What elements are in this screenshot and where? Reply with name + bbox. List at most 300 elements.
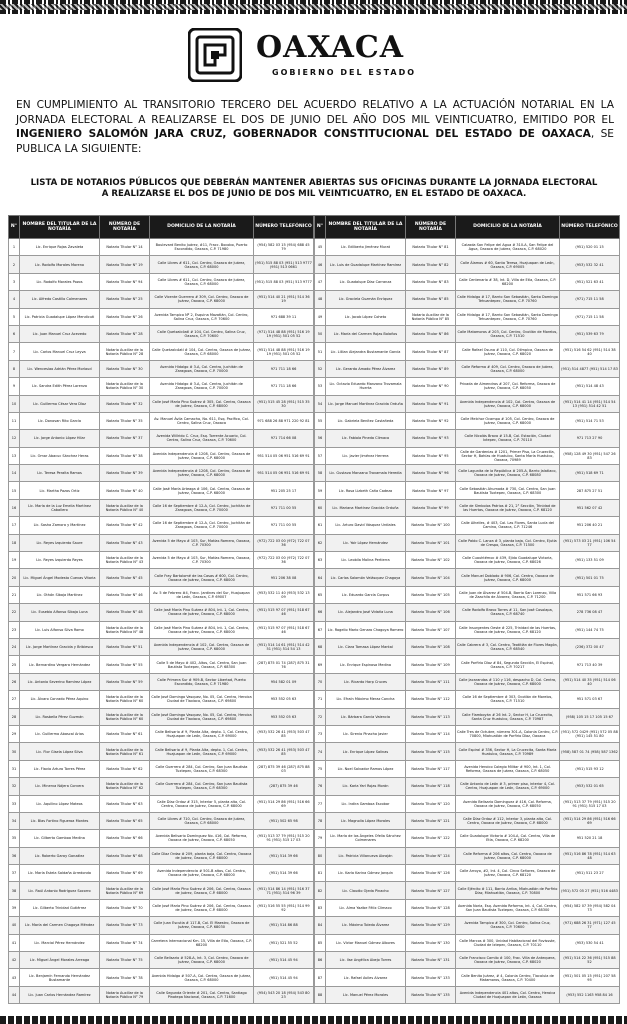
table-row	[315, 708, 620, 725]
cell-address: Calle Reforma # 206 altos, Col. Centro, Oaxaca de Juárez, Oaxaca, C.P. 68000	[456, 847, 560, 864]
cell-address: Calle Álamos # 60, Santa Teresa, Huajuapan de León, Oaxaca, C.P. 69005	[456, 256, 560, 273]
cell-notary-number: Notario Titular N° 95	[406, 447, 456, 464]
cell-address: Avenida Belisario Domínguez No. 416, Col. Reforma, Oaxaca de Juárez, Oaxaca, C.P. 68050	[150, 830, 254, 847]
cell-notary-number: Notario Titular N° 45	[100, 569, 150, 586]
cell-name: Lic. Alejandro José Vidaña Luna	[326, 604, 406, 621]
cell-number: 24	[9, 638, 20, 655]
table-row	[315, 395, 620, 412]
cell-number: 58	[315, 465, 326, 482]
table-row	[9, 952, 314, 969]
table-row	[9, 778, 314, 795]
header-notary-number: NÚMERO DE NOTARÍA	[100, 216, 150, 239]
cell-notary-number: Notario Titular N° 39	[100, 465, 150, 482]
cell-notary-number: Notario Titular N° 120	[406, 795, 456, 812]
cell-name: Lic. Enrique Espinosa Medina	[326, 656, 406, 673]
cell-number: 88	[315, 986, 326, 1003]
cell-name: Lic. Alfredo Castillo Colmenares	[20, 291, 100, 308]
cell-address: Avenida Independencia # 102, Col. Centro, Oaxaca de Juárez, Oaxaca, C.P. 68000	[456, 395, 560, 412]
table-row	[9, 430, 314, 447]
cell-phone: 951 562 07 42	[560, 499, 620, 516]
cell-phone: (953) 530 54 41	[560, 934, 620, 951]
cell-notary-number: Notario Titular N° 117	[406, 760, 456, 777]
cell-number: 74	[315, 743, 326, 760]
cell-address: Carretera Internacional Km. 15, Villa de Etla, Oaxaca, C.P. 68200	[150, 934, 254, 951]
cell-address: Calle Rafael Osuna # 110, Col. Olímpica, Oaxaca de Juárez, Oaxaca, C.P. 68020	[456, 343, 560, 360]
table-row	[9, 395, 314, 412]
cell-name: Lic. María de los Ángeles Ofelia Sánchez Colmenares	[326, 830, 406, 847]
table-row	[315, 239, 620, 256]
cell-address: Calle 16 de Septiembre # 12-A, Col. Centro, Juchitán de Zaragoza, Oaxaca, C.P. 70000	[150, 517, 254, 534]
cell-notary-number: Notario Titular N° 82	[406, 256, 456, 273]
cell-address: Calle Espiral # 336, Sector H, La Crucecita, Santa María Huatulco, Oaxaca, C.P. 70989	[456, 743, 560, 760]
cell-phone: (951) 514 71 53	[560, 412, 620, 429]
cell-notary-number: Notario Titular N° 28	[100, 325, 150, 342]
cell-address: Avenida Independencia # 102, Col. Centro, Oaxaca de Juárez, Oaxaca, C.P. 68000	[150, 638, 254, 655]
cell-address: Calle Tres de Octubre, número 301-A, Colonia Centro, C.P. 70800, Miahuatlán de Porfirio Díaz, Oaxaca	[456, 725, 560, 742]
cell-address: Calle Rodolfo Bravo Torres # 11, San José Cosolapa, Oaxaca, C.P. 68740	[456, 604, 560, 621]
header-number: N°	[315, 216, 326, 239]
cell-name: Lic. Antonio Severino Ramírez López	[20, 673, 100, 690]
table-row	[315, 604, 620, 621]
cell-number: 81	[315, 865, 326, 882]
cell-phone: (951) 501 05 15 (951) 207 58 95	[560, 969, 620, 986]
cell-phone: (951) 515 97 07 (951) 518 67 46	[254, 604, 314, 621]
cell-notary-number: Notario Auxiliar de la Notaría Pública N° 48	[100, 621, 150, 638]
table-row	[9, 969, 314, 986]
cell-name: Lic. Máximo Toledo Álvarez	[326, 917, 406, 934]
cell-notary-number: Notario Titular N° 93	[406, 430, 456, 447]
cell-number: 66	[315, 604, 326, 621]
cell-address: Calle Díaz Ordaz # 209, planta baja, Col. Centro, Oaxaca de Juárez, Oaxaca, C.P. 68000	[150, 847, 254, 864]
cell-address: Avenida 5 de Mayo # 103, Sur, Matías Romero, Oaxaca, C.P. 70300	[150, 534, 254, 551]
cell-name: Lic. Miguel Ángel Modesto Cuevas Vitoria	[20, 569, 100, 586]
cell-phone: (951) 515 88 03 (951) 513 9777 (951) 513 0661	[254, 256, 314, 273]
cell-number: 19	[9, 552, 20, 569]
cell-name: Lic. Carlos Salomón Velásquez Chagoya	[326, 569, 406, 586]
table-row	[315, 934, 620, 951]
cell-address: Calle Fray Bartolomé de las Casas # 600, Col. Centro, Oaxaca de Juárez, Oaxaca, C.P. 68000	[150, 569, 254, 586]
cell-number: 57	[315, 447, 326, 464]
table-row	[315, 569, 620, 586]
table-row	[315, 917, 620, 934]
cell-name: Lic. Edilberto Jiménez Murat	[326, 239, 406, 256]
cell-name: Lic. Patricia Villanueva Abraján	[326, 847, 406, 864]
cell-notary-number: Notario Auxiliar de la Notaría Pública N° 60	[100, 691, 150, 708]
table-row	[315, 795, 620, 812]
table-row	[9, 656, 314, 673]
cell-address: Calle José María Pino Suárez # 804, Int. 1, Col. Centro, Oaxaca de Juárez, Oaxaca, C.P. 68000	[150, 604, 254, 621]
cell-notary-number: Notario Titular N° 46	[100, 586, 150, 603]
table-row	[9, 447, 314, 464]
notaries-table-right	[314, 215, 620, 1004]
intro-paragraph	[16, 98, 614, 156]
cell-phone: 971 711 18 66	[254, 360, 314, 377]
cell-number: 54	[315, 395, 326, 412]
cell-address: Calle Matamoros # 203, Col. Centro, Ocotlán de Morelos, Oaxaca, C.P. 71510	[456, 325, 560, 342]
cell-phone: (951) 539 63 79	[560, 325, 620, 342]
cell-number: 35	[9, 830, 20, 847]
cell-phone: (951) 514 39 66	[254, 847, 314, 864]
cell-phone: (951) 515 97 07 (951) 518 67 46	[254, 621, 314, 638]
cell-phone: (287) 875 39 46	[254, 778, 314, 795]
table-row	[9, 638, 314, 655]
cell-number: 41	[9, 934, 20, 951]
cell-number: 53	[315, 378, 326, 395]
cell-name: Lic. Reyes Izquierdo Saure	[20, 534, 100, 551]
cell-phone: (287) 875 39 46 (287) 875 88 03	[254, 760, 314, 777]
cell-name: Lic. Efraín Máximo Meraz Concha	[326, 691, 406, 708]
cell-number: 23	[9, 621, 20, 638]
table-row	[315, 865, 620, 882]
cell-phone: 953 552 05 63	[254, 691, 314, 708]
cell-name: Lic. Donovan Rito García	[20, 412, 100, 429]
cell-name: Lic. Rosa Lizbeth Caña Cadeza	[326, 482, 406, 499]
cell-name: Lic. Patricia Guadalupe López Mendicuti	[20, 308, 100, 325]
table-row	[315, 952, 620, 969]
cell-notary-number: Notario Titular N° 99	[406, 499, 456, 516]
cell-address: Calle Segunda Oriente # 201, Col. Centro, Santiago Pinotepa Nacional, Oaxaca, C.P. 71600	[150, 986, 254, 1003]
cell-phone: (951) 572 0429 (951) 572 05 88 (951) 145 51 80	[560, 725, 620, 742]
cell-number: 2	[9, 256, 20, 273]
table-row	[9, 273, 314, 290]
cell-name: Lic. Jacob López Coheto	[326, 308, 406, 325]
table-row	[9, 691, 314, 708]
cell-number: 72	[315, 708, 326, 725]
cell-notary-number: Notario Titular N° 66	[100, 830, 150, 847]
cell-notary-number: Notario Auxiliar de la Notaría Pública N° 43	[100, 552, 150, 569]
table-row	[315, 812, 620, 829]
cell-number: 71	[315, 691, 326, 708]
cell-number: 34	[9, 812, 20, 829]
table-row	[315, 412, 620, 429]
cell-address: Calle Jacarandas # 110 y 116, despacho D, Col. Centro, Oaxaca de Juárez, Oaxaca, C.P. 68000	[456, 673, 560, 690]
cell-phone: (951) 514 48 43	[560, 378, 620, 395]
cell-number: 76	[315, 778, 326, 795]
cell-notary-number: Notario Titular N° 104	[406, 569, 456, 586]
cell-notary-number: Notario Titular N° 126	[406, 865, 456, 882]
table-row	[315, 256, 620, 273]
cell-notary-number: Notario Titular N° 59	[100, 673, 150, 690]
cell-name: Lic. Carlos Manuel Cruz Leyva	[20, 343, 100, 360]
table-row	[315, 725, 620, 742]
cell-phone: (951) 133 51 09	[560, 552, 620, 569]
cell-notary-number: Notario Auxiliar de la Notaría Pública N° 60	[100, 708, 150, 725]
cell-notary-number: Notario Titular N° 35	[100, 412, 150, 429]
table-row	[315, 360, 620, 377]
cell-number: 46	[315, 256, 326, 273]
cell-phone: 954 582 01 09	[254, 673, 314, 690]
cell-address: Calle Guadalupe Victoria # 104-A, Col. Centro, Villa de Etla, Oaxaca, C.P. 68200	[456, 830, 560, 847]
cell-notary-number: Notario Titular N° 100	[406, 517, 456, 534]
cell-name: Lic. Luis de Guadalupe Martínez Ramírez	[326, 256, 406, 273]
cell-name: Lic. Raúl Antonio Rodríguez Socorro	[20, 882, 100, 899]
table-row	[315, 308, 620, 325]
table-row	[315, 656, 620, 673]
cell-notary-number: Notario Titular N° 102	[406, 552, 456, 569]
cell-address: Calle Belisario # 9, Planta Alta, depto. 1, Col. Centro, Huajuapan de León, Oaxaca, C.P. 69000	[150, 743, 254, 760]
cell-address: Calle Antonio de León # 3, primer piso, interior 4, Col. Centro, Huajuapan de León, Oaxaca, C.P. 69000	[456, 778, 560, 795]
cell-number: 9	[9, 378, 20, 395]
cell-name: Lic. Gustavo Manzano Trovamala Heredia	[326, 465, 406, 482]
cell-address: Calle José María Pino Suárez # 206, Col. Centro, Oaxaca de Juárez, Oaxaca, C.P. 68000	[150, 882, 254, 899]
list-title: LISTA DE NOTARIOS PÚBLICOS QUE DEBERÁN MANTENER ABIERTAS SUS OFICINAS DURANTE LA JORNADA ELECTORAL A REALIZARSE EL DOS DE JUNIO DE DOS MIL VEINTICUATRO, EN EL ESTADO DE OAXACA.	[30, 178, 598, 199]
cell-name: Lic. Minerva Nájera Corvera	[20, 778, 100, 795]
table-row	[315, 586, 620, 603]
cell-phone: (951) 518 69 71	[560, 465, 620, 482]
cell-notary-number: Notario Titular N° 91	[406, 395, 456, 412]
table-row	[315, 430, 620, 447]
cell-phone: 951 520 21 18	[560, 830, 620, 847]
cell-address: Calle Insurgentes Oeste # 225, Trinidad de las Huertas, Oaxaca de Juárez, Oaxaca, C.P. 68120	[456, 621, 560, 638]
cell-number: 45	[315, 239, 326, 256]
cell-address: Calle Hidalgo # 17, Barrio San Sebastián, Santo Domingo Tehuantepec, Oaxaca, C.P. 70760	[456, 308, 560, 325]
cell-number: 26	[9, 673, 20, 690]
cell-number: 8	[9, 360, 20, 377]
cell-address: Av. 5 de Febrero #4, Fracc. Jardines del Sur, Huajuapan de León, Oaxaca, C.P. 69007	[150, 586, 254, 603]
table-row	[315, 691, 620, 708]
cell-notary-number: Notario Titular N° 86	[406, 325, 456, 342]
cell-phone: (287) 875 01 74 (287) 875 31 76	[254, 656, 314, 673]
header-name: NOMBRE DEL TITULAR DE LA NOTARÍA	[326, 216, 406, 239]
cell-notary-number: Notario Auxiliar de la Notaría Pública N° 61	[100, 743, 150, 760]
cell-notary-number: Notario Titular N° 74	[100, 934, 150, 951]
cell-phone: (954) 543 20 18 (954) 543 80 23	[254, 986, 314, 1003]
cell-notary-number: Notario Titular N° 81	[406, 239, 456, 256]
cell-phone: 971 711 00 55	[254, 517, 314, 534]
cell-number: 25	[9, 656, 20, 673]
cell-name: Lic. Mariana Martínez Gracida Orduña	[326, 499, 406, 516]
table-row	[315, 986, 620, 1003]
cell-number: 21	[9, 586, 20, 603]
cell-phone: (971) 715 11 58	[560, 291, 620, 308]
table-row	[315, 760, 620, 777]
cell-notary-number: Notario Titular N° 133	[406, 969, 456, 986]
cell-notary-number: Notario Titular N° 25	[100, 291, 150, 308]
cell-name: Lic. Jorge Martínez Gracida y Bribiesca	[20, 638, 100, 655]
cell-number: 36	[9, 847, 20, 864]
intro-text-governor: INGENIERO SALOMÓN JARA CRUZ, GOBERNADOR CONSTITUCIONAL DEL ESTADO DE OAXACA	[16, 128, 591, 140]
cell-phone: (958) 105 15 17 105 15 67	[560, 708, 620, 725]
cell-notary-number: Notario Titular N° 130	[406, 934, 456, 951]
cell-number: 55	[315, 412, 326, 429]
cell-phone: (951) 514 86 88	[254, 917, 314, 934]
cell-number: 13	[9, 447, 20, 464]
cell-phone: (953) 532 01 65	[560, 778, 620, 795]
table-row	[315, 552, 620, 569]
cell-notary-number: Notario Titular N° 108	[406, 638, 456, 655]
cell-address: Calle Alhelíes, # 403, Col. Las Flores, Santa Lucía del Camino, Oaxaca, C.P. 71246	[456, 517, 560, 534]
cell-number: 1	[9, 239, 20, 256]
cell-phone: (971) 715 11 58	[560, 308, 620, 325]
cell-phone: 971 711 18 66	[254, 378, 314, 395]
cell-phone: (951) 514 22 36 (951) 515 88 52	[560, 952, 620, 969]
cell-number: 79	[315, 830, 326, 847]
cell-number: 70	[315, 673, 326, 690]
cell-number: 22	[9, 604, 20, 621]
cell-notary-number: Notario Titular N° 26	[100, 308, 150, 325]
table-row	[9, 360, 314, 377]
cell-name: Lic. Reyes Izquierdo Reyes	[20, 552, 100, 569]
table-row	[315, 778, 620, 795]
cell-name: Lic. Gabriela Benítez Castañeda	[326, 412, 406, 429]
cell-number: 27	[9, 691, 20, 708]
cell-number: 18	[9, 534, 20, 551]
cell-number: 82	[315, 882, 326, 899]
cell-notary-number: Notario Titular N° 78	[100, 969, 150, 986]
cell-address: Calle Sebastián Ahumada # 730, Col. Centro, San Juan Bautista Tuxtepec, Oaxaca, C.P. 68300	[456, 482, 560, 499]
cell-name: Lic. María del Carmen Chagoya Méndez	[20, 917, 100, 934]
cell-number: 78	[315, 812, 326, 829]
table-row	[9, 865, 314, 882]
table-row	[9, 673, 314, 690]
cell-number: 73	[315, 725, 326, 742]
cell-address: Calle Vicente Guerrero # 309, Col. Centro, Oaxaca de Juárez, Oaxaca, C.P. 68000	[150, 291, 254, 308]
cell-notary-number: Notario Auxiliar de la Notaría Pública N° 30	[100, 378, 150, 395]
cell-phone: (958) 587 01 74 (958) 587 1362	[560, 743, 620, 760]
cell-number: 69	[315, 656, 326, 673]
cell-name: Lic. Sirenio Pinacho Javier	[326, 725, 406, 742]
table-row	[315, 534, 620, 551]
table-row	[9, 934, 314, 951]
cell-name: Lic. Graciela Guzmán Enríquez	[326, 291, 406, 308]
cell-name: Lic. Miguel Ángel Morales Arreaga	[20, 952, 100, 969]
cell-address: Calle 5 de Mayo # 402, Altos, Col. Centro, San Juan Bautista Tuxtepec, Oaxaca, C.P. 68300	[150, 656, 254, 673]
cell-address: Calle Díaz Ordaz # 315, Interior 5, planta alta, Col. Centro, Oaxaca de Juárez, Oaxaca, C.P. 68000	[150, 795, 254, 812]
cell-address: Calle Manuel Doblado # 906, Col. Centro, Oaxaca de Juárez, Oaxaca, C.P. 68000	[456, 569, 560, 586]
cell-number: 29	[9, 725, 20, 742]
header-number: N°	[9, 216, 20, 239]
cell-number: 40	[9, 917, 20, 934]
table-row	[9, 830, 314, 847]
cell-name: Lic. Clara Tomasa López Mantal	[326, 638, 406, 655]
cell-address: Avenida Heroico Colegio Militar # 900, Int. 1, Col. Reforma, Oaxaca de Juárez, Oaxaca, C.P. 68050	[456, 760, 560, 777]
cell-name: Lic. Eusebio Alfonso Sibaja Luna	[20, 604, 100, 621]
cell-notary-number: Notario Auxiliar de la Notaría Pública N° 69	[100, 882, 150, 899]
cell-notary-number: Notario Auxiliar de la Notaría Pública N° 62	[100, 778, 150, 795]
cell-notary-number: Notario Titular N° 127	[406, 882, 456, 899]
cell-address: Calle José María Pino Suárez # 804, Int. 1, Col. Centro, Oaxaca de Juárez, Oaxaca, C.P. 68000	[150, 621, 254, 638]
cell-phone: (951) 514 14 61 (951) 514 42 51 (951) 514 54 13	[254, 638, 314, 655]
cell-number: 28	[9, 708, 20, 725]
cell-address: Avenida Tampico Nº 2, Esquina Mazatlán, Col. Centro, Salina Cruz, Oaxaca, C.P. 70600	[150, 308, 254, 325]
cell-phone: (951) 514 48 88 (951) 516 19 19 (951) 501 05 52	[254, 343, 314, 360]
cell-name: Lic. Flor Gisela López Silva	[20, 743, 100, 760]
cell-number: 14	[9, 465, 20, 482]
cell-phone: 971 713 40 39	[560, 656, 620, 673]
decorative-border-bottom	[0, 1016, 627, 1024]
header-address: DOMICILIO DE LA NOTARÍA	[456, 216, 560, 239]
cell-name: Lic. Bernardino Vergara Hernández	[20, 656, 100, 673]
cell-phone: (951) 516 54 62 (951) 514 38 40	[560, 343, 620, 360]
oaxaca-logo	[176, 26, 466, 86]
cell-notary-number: Notario Titular N° 48	[100, 604, 150, 621]
table-row	[315, 899, 620, 916]
cell-address: Calle Flamboyán # 26 Int. 2, Sector H, La Crucecita, Santa Cruz Huatulco, Oaxaca, C.P. 70987	[456, 708, 560, 725]
table-row	[9, 291, 314, 308]
cell-notary-number: Notario Titular N° 115	[406, 743, 456, 760]
cell-phone: (951) 521 55 52	[254, 934, 314, 951]
table-row	[9, 621, 314, 638]
cell-address: Calle Libres # 611, Col. Centro, Oaxaca de Juárez, Oaxaca, C.P. 68000	[150, 256, 254, 273]
cell-name: Lic. Víctor Manuel Gómez Albores	[326, 934, 406, 951]
cell-phone: 971 688 39 11	[254, 308, 314, 325]
cell-phone: (958) 128 49 30 (951) 547 26 83	[560, 447, 620, 464]
cell-number: 37	[9, 865, 20, 882]
cell-address: Calle José Domingo Vasquez, No. 05, Col. Centro, Heroica Ciudad de Tlaxiaco, Oaxaca, C.P. 69800	[150, 708, 254, 725]
table-row	[9, 986, 314, 1003]
cell-address: Avenida Hidalgo # 3-A, Col. Centro, Juchitán de Zaragoza, Oaxaca, C.P. 70000	[150, 378, 254, 395]
table-row	[9, 899, 314, 916]
cell-name: Lic. Magnolia López Morales	[326, 812, 406, 829]
cell-phone: (951) 514 4877 (951) 514 17 83	[560, 360, 620, 377]
cell-address: Calle Libres # 710, Col. Centro, Oaxaca de Juárez, Oaxaca, C.P. 68000	[150, 812, 254, 829]
cell-address: Calle Díaz Ordaz # 112, Interior 3, planta alta, Col. Centro, Oaxaca de Juárez, Oaxaca, C.P. 68000	[456, 812, 560, 829]
cell-phone: 971 713 27 90	[560, 430, 620, 447]
cell-notary-number: Notario Auxiliar de la Notaría Pública N° 40	[100, 499, 150, 516]
cell-name: Lic. Flavio Arturo Torres Pérez	[20, 760, 100, 777]
cell-address: Calle José Domingo Vasquez, No. 05, Col. Centro, Heroica Ciudad de Tlaxiaco, Oaxaca, C.P. 69800	[150, 691, 254, 708]
cell-address: Calle Francisco Camilo # 100, Frac. Villa de Antequera, Oaxaca de Juárez, Oaxaca, C.P. 68020	[456, 952, 560, 969]
cell-notary-number: Notario Titular N° 96	[406, 465, 456, 482]
cell-address: Avenida Tampico # 300, Col. Centro, Salina Cruz, Oaxaca, C.P. 70600	[456, 917, 560, 934]
table-row	[9, 308, 314, 325]
cell-number: 20	[9, 569, 20, 586]
cell-address: Boulevard Benito Juárez, #11, Fracc. Bocobo, Puerto Escondido, Oaxaca, C.P. 71980	[150, 239, 254, 256]
cell-number: 61	[315, 517, 326, 534]
logo-subtitle: GOBIERNO DEL ESTADO	[272, 68, 417, 77]
cell-phone: (954) 582 03 15 (954) 688 45 79	[254, 239, 314, 256]
cell-number: 31	[9, 760, 20, 777]
cell-notary-number: Notario Titular N° 73	[100, 917, 150, 934]
header-notary-number: NÚMERO DE NOTARÍA	[406, 216, 456, 239]
cell-name: Lic. Othón Sibaja Martínez	[20, 586, 100, 603]
table-row	[315, 343, 620, 360]
cell-number: 11	[9, 412, 20, 429]
cell-number: 48	[315, 291, 326, 308]
cell-number: 32	[9, 778, 20, 795]
cell-notary-number: Notario Titular N° 75	[100, 952, 150, 969]
table-row	[315, 517, 620, 534]
cell-phone: (972) 722 03 00 (972) 722 07 36	[254, 552, 314, 569]
cell-address: Calle Cuauhtémoc # 439, Ejido Guadalupe Victoria, Oaxaca de Juárez, Oaxaca, C.P. 68026	[456, 552, 560, 569]
table-row	[9, 552, 314, 569]
table-row	[9, 586, 314, 603]
cell-notary-number: Notario Titular N° 62	[100, 760, 150, 777]
table-row	[315, 743, 620, 760]
cell-notary-number: Notario Titular N° 135	[406, 986, 456, 1003]
cell-name: Lic. Ilse Angélica Abejo Torres	[326, 952, 406, 969]
cell-notary-number: Notario Titular N° 105	[406, 586, 456, 603]
cell-number: 64	[315, 569, 326, 586]
cell-phone: 287 875 27 51	[560, 482, 620, 499]
cell-notary-number: Notario Titular N° 89	[406, 360, 456, 377]
cell-address: Calle Porfirio Díaz # 84, Segunda Sección, El Espinal, Oaxaca, C.P. 70217	[456, 656, 560, 673]
cell-notary-number: Notario Titular N° 114	[406, 725, 456, 742]
cell-name: Lic. Rogelio Mario Genaro Chagoya Romero	[326, 621, 406, 638]
cell-address: Avenida Hidalgo # 3-A, Col. Centro, Juchitán de Zaragoza, Oaxaca, C.P. 70000	[150, 360, 254, 377]
cell-number: 44	[9, 986, 20, 1003]
table-row	[9, 412, 314, 429]
table-row	[9, 325, 314, 342]
cell-name: Lic. Rodolfo Morales Pozos	[20, 273, 100, 290]
cell-number: 15	[9, 482, 20, 499]
cell-number: 16	[9, 499, 20, 516]
cell-notary-number: Notario Titular N° 90	[406, 378, 456, 395]
cell-phone: (951) 520 01 15	[560, 239, 620, 256]
cell-address: Calle Melchor Ocampo # 105, Col. Centro, Oaxaca de Juárez, Oaxaca, C.P. 68000	[456, 412, 560, 429]
cell-address: Calle 16 de Septiembre # 303, Ocotlán de Morelos, Oaxaca, C.P. 71510	[456, 691, 560, 708]
cell-number: 51	[315, 343, 326, 360]
